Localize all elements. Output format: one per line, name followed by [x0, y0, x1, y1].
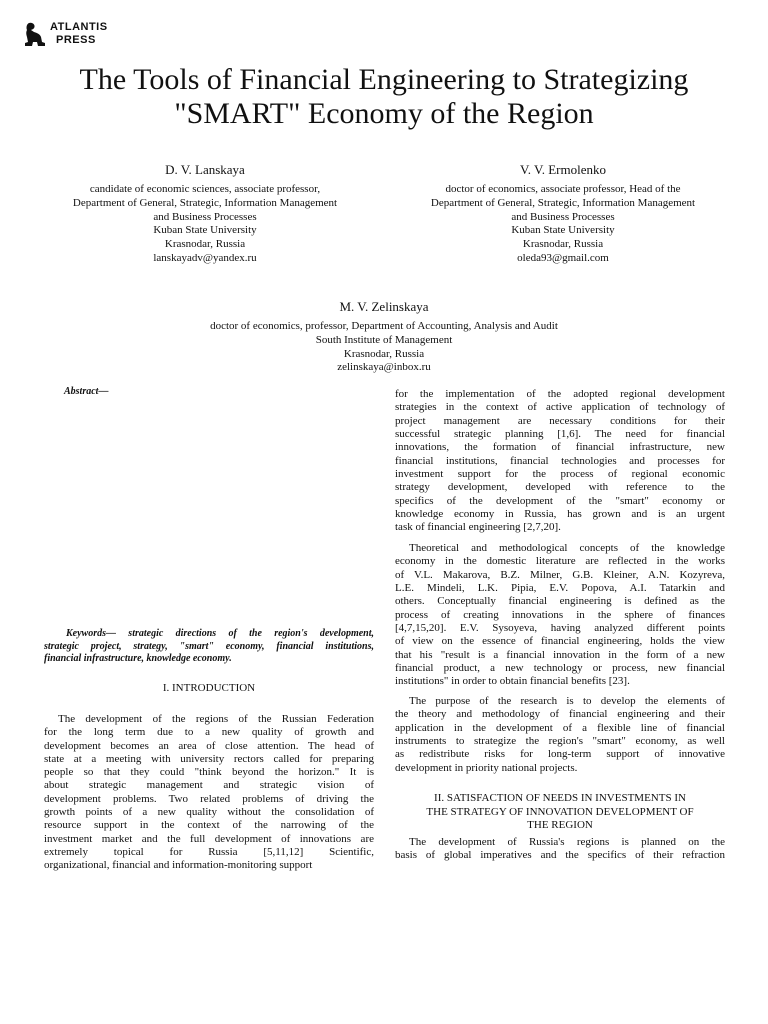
author-affiliation-line: Department of General, Strategic, Information Management [430, 196, 696, 209]
paragraph-line: economy in the domestic literature are reflected in the works [395, 555, 725, 568]
paragraph-line: growth points of a new quality without the consolidation of [44, 806, 374, 819]
paragraph-line: about strategic management and strategic vision of [44, 779, 374, 792]
paragraph-line: development problems. Two related problems of driving the [44, 792, 374, 805]
paragraph-line: people so that they could "think beyond the horizon." It is [44, 766, 374, 779]
author-block [40, 161, 370, 266]
paragraph-line: of view on the essence of financial engineering, holds the view [395, 635, 725, 648]
paragraph-line: basis of global imperatives and the specifics of their refraction [395, 849, 725, 862]
section-heading-line: THE STRATEGY OF INNOVATION DEVELOPMENT OF [426, 805, 694, 818]
paragraph-line: institutions" in order to obtain financial benefits [23]. [395, 675, 630, 688]
section-heading-2 [395, 792, 725, 833]
author-affiliation-line: candidate of economic sciences, associate professor, [89, 183, 321, 195]
section-heading-line: II. SATISFACTION OF NEEDS IN INVESTMENTS IN [434, 792, 686, 804]
keywords-line: strategic project, strategy, "smart" economy, financial institutions, [44, 640, 374, 652]
author-block [120, 298, 648, 375]
paragraph-line: successful strategic planning [1,6]. The need for financial [395, 428, 725, 441]
author-name: D. V. Lanskaya [165, 162, 245, 177]
keywords [44, 628, 374, 666]
paragraph-line: investment support for the process of regional economic [395, 468, 725, 481]
paragraph-line: L.E. Mindeli, L.K. Pipia, E.V. Popova, A.I. Tatarkin and [395, 582, 725, 595]
paragraph-line: Theoretical and methodological concepts of the knowledge [409, 542, 725, 554]
section-heading-line: THE REGION [527, 819, 593, 831]
paragraph-line: that his "result is a financial innovation in the form of a new [395, 648, 725, 661]
publisher-name-line2: PRESS [56, 34, 96, 46]
abstract-label: Abstract— [64, 386, 109, 397]
paragraph-line: extremely topical for Russia [5,11,12] Scientific, [44, 845, 374, 858]
paragraph-line: others. Conceptually financial engineering is defined as the [395, 595, 725, 608]
author-affiliation-line: Kuban State University [511, 224, 615, 237]
paragraph-line: application in the development of a flexible line of financial [395, 721, 725, 734]
paragraph-line: as redistribute risks for long-term support of innovative [395, 748, 725, 761]
author-email: oleda93@gmail.com [517, 251, 609, 264]
paragraph-line: knowledge economy in Russia, has grown and is an urgent [395, 508, 725, 521]
author-affiliation-line: Kuban State University [153, 224, 257, 237]
paragraph-line: of V.L. Makarova, B.Z. Milner, G.B. Kleiner, A.N. Kozyreva, [395, 568, 725, 581]
paragraph-line: innovations, the formation of financial infrastructure, new [395, 441, 725, 454]
author-affiliation-line: Krasnodar, Russia [343, 347, 425, 360]
body-paragraph [395, 836, 725, 863]
paragraph-line: instruments to strategize the region's "smart" economy, as well [395, 735, 725, 748]
paper-title [20, 63, 748, 131]
paragraph-line: task of financial engineering [2,7,20]. [395, 521, 561, 534]
paragraph-line: financial product, a new technology or process, new financial [395, 662, 725, 675]
paragraph-line: process of creating innovations in the sphere of finances [395, 608, 725, 621]
publisher-name-line1: ATLANTIS [50, 21, 108, 33]
paragraph-line: development in priority national projects. [395, 761, 578, 774]
body-paragraph [395, 388, 725, 535]
author-affiliation-line: and Business Processes [511, 210, 615, 223]
paragraph-line: [4,7,15,20]. E.V. Sysoyeva, having analyzed different points [395, 622, 725, 635]
publisher-name [50, 21, 108, 47]
section-heading-introduction: I. INTRODUCTION [162, 682, 256, 694]
publisher-logo [18, 20, 128, 52]
title-line-2: "SMART" Economy of the Region [174, 97, 594, 130]
author-affiliation-line: and Business Processes [153, 210, 257, 223]
paragraph-line: for the long term due to a new quality of growth and [44, 726, 374, 739]
body-paragraph [395, 542, 725, 689]
paragraph-line: development becomes an area of close attention. The head of [44, 739, 374, 752]
paragraph-line: state at a meeting with university rectors called for preparing [44, 752, 374, 765]
author-name: V. V. Ermolenko [520, 162, 606, 177]
abstract-section [44, 385, 374, 398]
paragraph-line: organizational, financial and information-monitoring support [44, 859, 313, 872]
author-block [398, 161, 728, 266]
author-name: M. V. Zelinskaya [339, 299, 429, 314]
author-affiliation-line: South Institute of Management [315, 333, 453, 346]
paragraph-line: specifics of the development of the "smart" economy or [395, 494, 725, 507]
body-paragraph [395, 695, 725, 775]
keywords-line: Keywords— strategic directions of the region's development, [66, 628, 374, 639]
author-affiliation-line: Department of General, Strategic, Information Management [72, 196, 338, 209]
title-line-1: The Tools of Financial Engineering to Strategizing [79, 63, 689, 96]
paragraph-line: The development of the regions of the Russian Federation [58, 713, 374, 725]
paragraph-line: investment market and the full development of innovations are [44, 832, 374, 845]
paragraph-line: the theory and methodology of financial engineering and their [395, 708, 725, 721]
paragraph-line: resource support in the context of the narrowing of the [44, 819, 374, 832]
author-affiliation-line: doctor of economics, associate professor, Head of the [445, 183, 681, 195]
keywords-line: financial infrastructure, knowledge economy. [44, 653, 232, 664]
paragraph-line: for the implementation of the adopted regional development [395, 388, 725, 400]
paragraph-line: The development of Russia's regions is planned on the [409, 836, 725, 848]
author-affiliation-line: Krasnodar, Russia [164, 238, 246, 251]
author-affiliation-line: Krasnodar, Russia [522, 238, 604, 251]
paragraph-line: project management are necessary conditions for their [395, 414, 725, 427]
paragraph-line: strategy development, developed with reference to the [395, 481, 725, 494]
introduction-paragraph [44, 713, 374, 873]
author-email: lanskayadv@yandex.ru [153, 251, 257, 264]
paragraph-line: financial institutions, financial technologies and processes for [395, 454, 725, 467]
thinker-silhouette-icon [18, 20, 48, 50]
paragraph-line: The purpose of the research is to develop the elements of [409, 695, 725, 707]
paragraph-line: strategies in the context of active application of technology of [395, 401, 725, 414]
author-affiliation-line: doctor of economics, professor, Department of Accounting, Analysis and Audit [210, 320, 558, 332]
author-email: zelinskaya@inbox.ru [337, 361, 431, 374]
